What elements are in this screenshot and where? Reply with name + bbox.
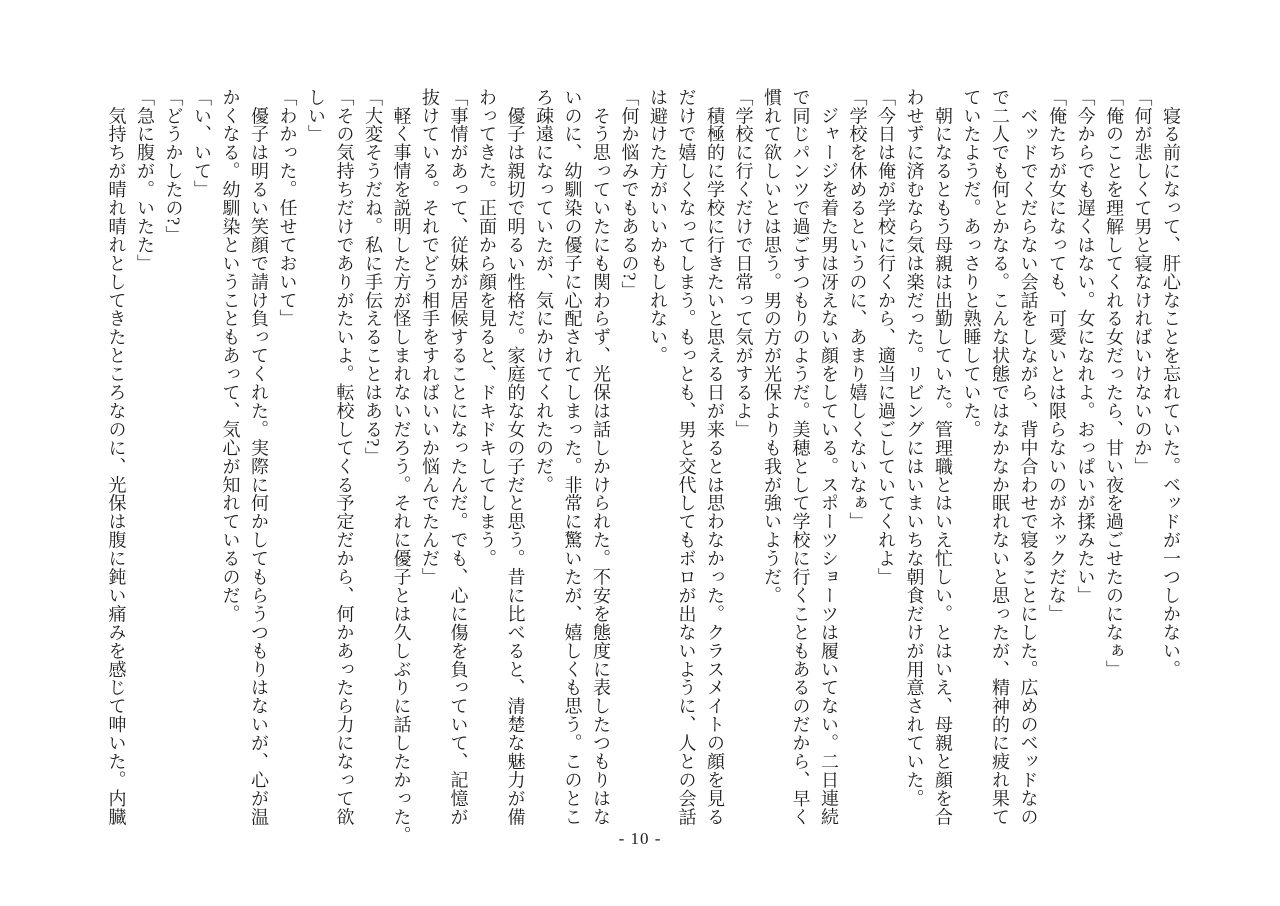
text-line: 「学校を休めるというのに、あまり嬉しくないなぁ」	[847, 88, 868, 531]
text-line: 軽く事情を説明した方が怪しまれないだろう。それに優子とは久しぶりに話したかった。	[391, 88, 412, 845]
text-line: 優子は明るい笑顔で請け負ってくれた。実際に何かしてもらうつもりはないが、心が温	[249, 88, 269, 826]
text-line: 「その気持ちだけでありがたいよ。転校してくる予定だから、何かあったら力になって欲	[334, 88, 355, 826]
text-line: 寝る前になって、肝心なことを忘れていた。ベッドが一つしかない。	[1161, 88, 1181, 679]
text-line: 「俺たちが女になっても、可愛いとは限らないのがネックだな」	[1047, 88, 1067, 624]
text-line: しい」	[306, 88, 326, 144]
text-line: そう思っていたにも関わらず、光保は話しかけられた。不安を態度に表したつもりはな	[591, 88, 611, 826]
text-line: だけで嬉しくなってしまう。もっとも、男と交代してもボロが出ないように、人との会話	[676, 88, 697, 826]
text-line: ろ疎遠になっていたが、気にかけてくれたのだ。	[534, 88, 554, 494]
text-line: ジャージを着た男は冴えない顔をしている。スポーツショーツは履いてない。二日連続	[819, 88, 839, 826]
text-line: 「どうかしたの?」	[163, 88, 184, 245]
text-line: わせずに済むなら気は楽だった。リビングにはいまいちな朝食だけが用意されていた。	[904, 88, 925, 808]
text-line: 「大変そうだね。私に手伝えることはある?」	[363, 88, 383, 466]
page-number: - 10 -	[618, 829, 662, 848]
text-line: 「何か悩みでもあるの?」	[619, 88, 640, 300]
text-line: 「今からでも遅くはない。女になれよ。おっぱいが揉みたい」	[1075, 88, 1096, 605]
text-line: 「俺のことを理解してくれる女だったら、甘い夜を過ごせたのになぁ」	[1104, 88, 1124, 679]
text-line: ていたようだ。あっさりと熟睡していた。	[961, 88, 982, 439]
text-line: は避けた方がいいかもしれない。	[648, 88, 668, 365]
text-line: 「事情があって、従妹が居候することになったんだ。でも、心に傷を負っていて、記憶が	[448, 88, 469, 826]
text-line: 「今日は俺が学校に行くから、適当に過ごしていてくれよ」	[876, 88, 896, 587]
text-line: 慣れて欲しいとは思う。男の方が光保よりも我が強いようだ。	[762, 88, 782, 605]
text-line: 積極的に学校に行きたいと思える日が来るとは思わなかった。クラスメイトの顔を見る	[705, 88, 725, 826]
text-line: 「学校に行くだけで日常って気がするよ」	[733, 88, 754, 439]
text-line: わってきた。正面から顔を見ると、ドキドキしてしまう。	[477, 88, 497, 568]
text-line: 「急に腹が。いたた」	[135, 88, 155, 273]
text-line: で二人でも何とかなる。こんな状態ではなかなか眠れないと思ったが、精神的に疲れ果て	[990, 88, 1010, 826]
text-line: かくなる。幼馴染ということもあって、気心が知れているのだ。	[220, 88, 241, 624]
text-line: 「何が悲しくて男と寝なければいけないのか」	[1132, 88, 1153, 476]
text-line: 「わかった。任せておいて」	[277, 88, 298, 328]
text-line: ベッドでくだらない会話をしながら、背中合わせで寝ることにした。広めのベッドなの	[1018, 88, 1039, 826]
text-line: 朝になるともう母親は出勤していた。管理職とはいえ忙しい。とはいえ、母親と顔を合	[933, 88, 953, 826]
text-line: 「い、いて」	[192, 88, 212, 199]
text-line: いのに、幼馴染の優子に心配されてしまった。非常に驚いたが、嬉しくも思う。このとこ	[562, 88, 583, 826]
text-line: 抜けている。それでどう相手をすればいいか悩んでたんだ」	[420, 88, 440, 587]
text-line: 気持ちが晴れ晴れとしてきたところなのに、光保は腹に鈍い痛みを感じて呻いた。内臓	[106, 88, 127, 826]
text-line: で同じパンツで過ごすつもりのようだ。美穂として学校に行くこともあるのだから、早く	[790, 88, 811, 826]
text-line: 優子は親切で明るい性格だ。家庭的な女の子だと思う。昔に比べると、清楚な魅力が備	[505, 88, 526, 826]
